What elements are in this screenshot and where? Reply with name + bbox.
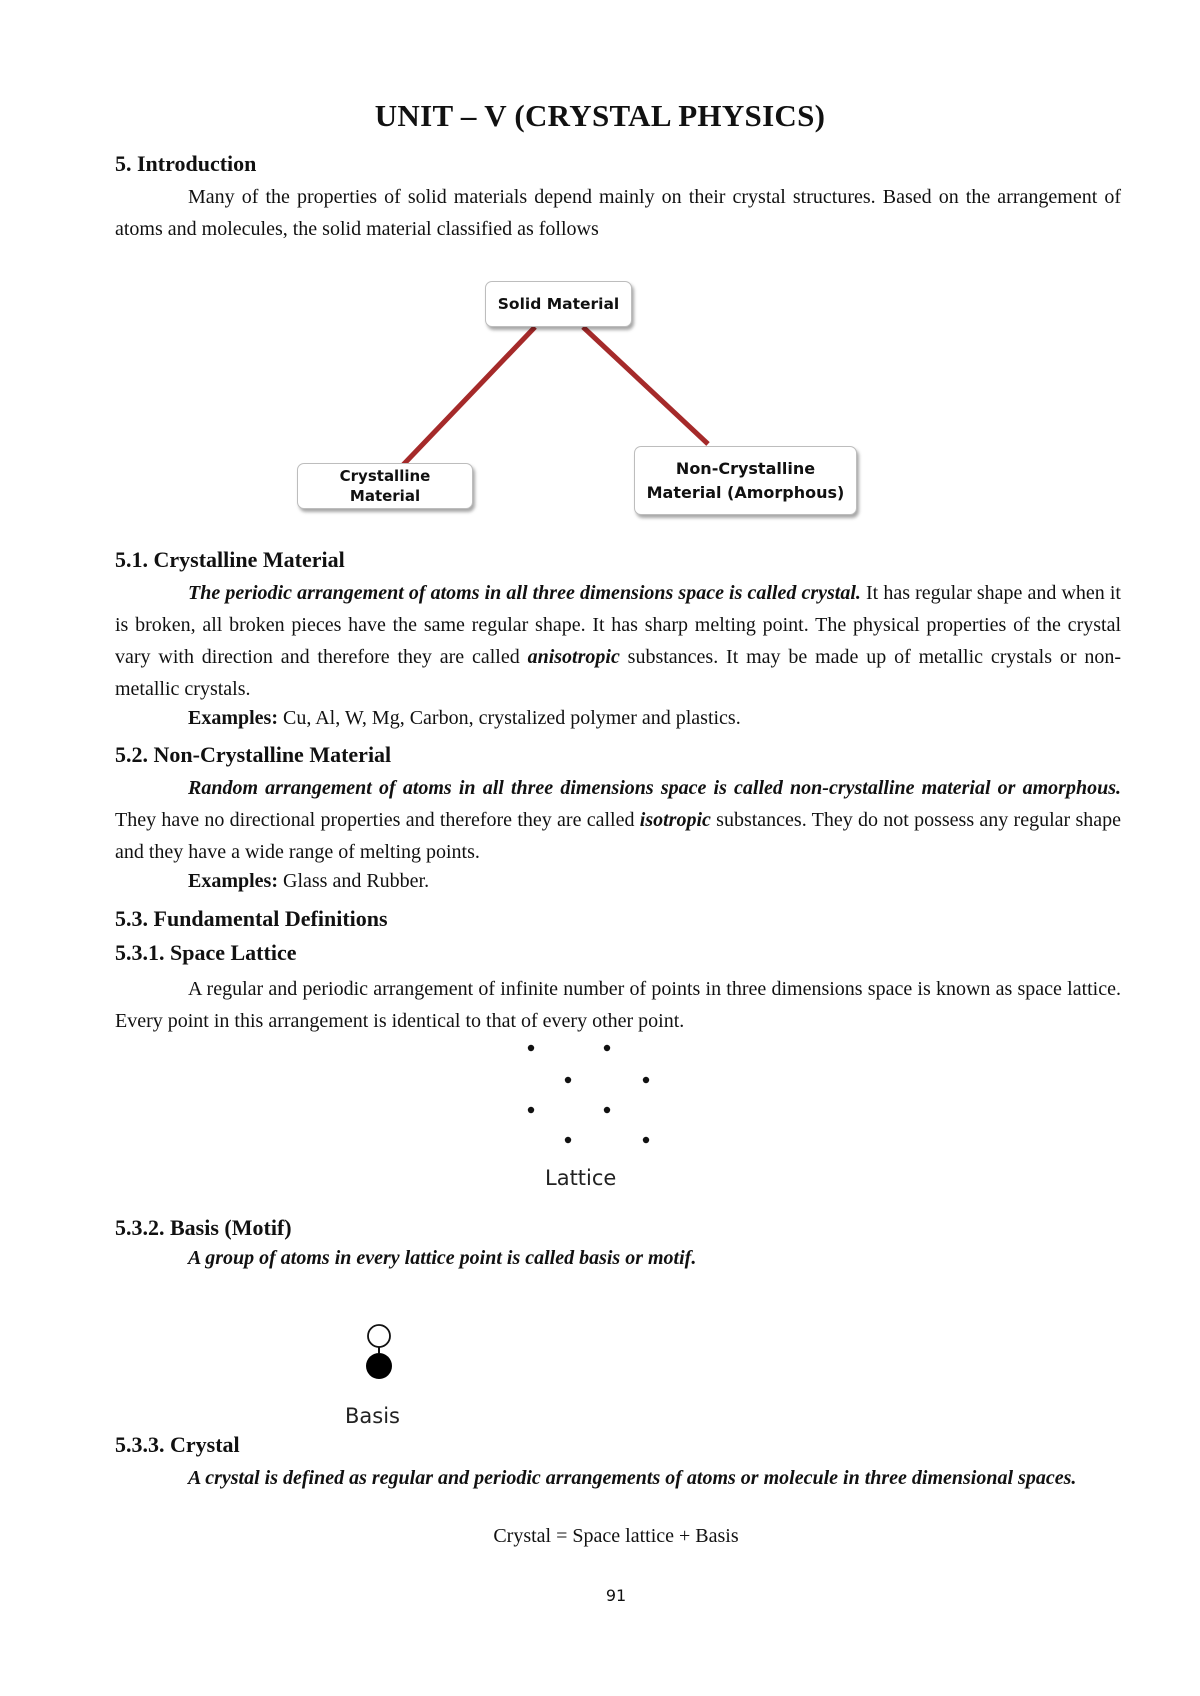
amorphous-definition: Random arrangement of atoms in all three dimensions space is called non-crystalline material or amorphous.: [188, 777, 1121, 799]
examples-label: Examples:: [188, 870, 278, 892]
page-number: 91: [605, 1586, 627, 1605]
node-crystalline-line2: Material: [349, 487, 421, 505]
basis-definition: A group of atoms in every lattice point is called basis or motif.: [188, 1247, 697, 1269]
section-5-1-text-part2: substances. It may be made up of metallic crystals or non-metallic crystals.: [115, 646, 1121, 700]
node-solid-material-label: Solid Material: [497, 294, 620, 313]
section-5-1-text-part1: It has regular shape and when it is broken, all broken pieces have the same regular shape. It has sharp melting point. The physical properties of the crystal vary with direction and therefore they are called: [115, 582, 1121, 668]
section-5-2-text-part2: substances. They do not possess any regular shape and they have a wide range of melting points.: [115, 809, 1121, 863]
section-5-3-1-paragraph: A regular and periodic arrangement of infinite number of points in three dimensions space is known as space lattice. Every point in this arrangement is identical to that of every other point.: [115, 978, 1121, 1032]
examples-text: Cu, Al, W, Mg, Carbon, crystalized polymer and plastics.: [278, 707, 741, 729]
section-5-3-heading: 5.3. Fundamental Definitions: [115, 906, 388, 931]
examples-label: Examples:: [188, 707, 278, 729]
term-isotropic: isotropic: [639, 809, 711, 831]
node-crystalline-line1: Crystalline: [339, 467, 431, 485]
crystal-definition: The periodic arrangement of atoms in all three dimensions space is called crystal.: [188, 582, 861, 604]
intro-heading: 5. Introduction: [115, 151, 257, 176]
page-title: UNIT – V (CRYSTAL PHYSICS): [374, 98, 826, 133]
section-5-3-1-heading: 5.3.1. Space Lattice: [115, 940, 297, 965]
section-5-3-3-heading: 5.3.3. Crystal: [115, 1432, 240, 1457]
section-5-1-heading: 5.1. Crystalline Material: [115, 547, 345, 572]
crystal-equation: Crystal = Space lattice + Basis: [493, 1525, 739, 1547]
crystal-definition-533: A crystal is defined as regular and periodic arrangements of atoms or molecule in three dimensional spaces.: [188, 1467, 1077, 1489]
section-5-3-2-heading: 5.3.2. Basis (Motif): [115, 1215, 292, 1240]
examples-text: Glass and Rubber.: [278, 870, 430, 892]
section-5-2-text-part1: They have no directional properties and therefore they are called: [115, 809, 640, 831]
node-non-crystalline-line1: Non-Crystalline: [675, 458, 816, 478]
basis-atom-filled: [366, 1353, 392, 1379]
node-non-crystalline-line2: Material (Amorphous): [646, 482, 845, 502]
section-5-2-heading: 5.2. Non-Crystalline Material: [115, 742, 392, 767]
lattice-label: Lattice: [545, 1166, 617, 1190]
term-anisotropic: anisotropic: [527, 646, 620, 668]
basis-atom-open: [368, 1325, 390, 1347]
intro-paragraph: Many of the properties of solid materials depend mainly on their crystal structures. Based on the arrangement of atoms and molecules, the solid material classified as follows: [115, 186, 1121, 240]
basis-label: Basis: [345, 1404, 400, 1428]
